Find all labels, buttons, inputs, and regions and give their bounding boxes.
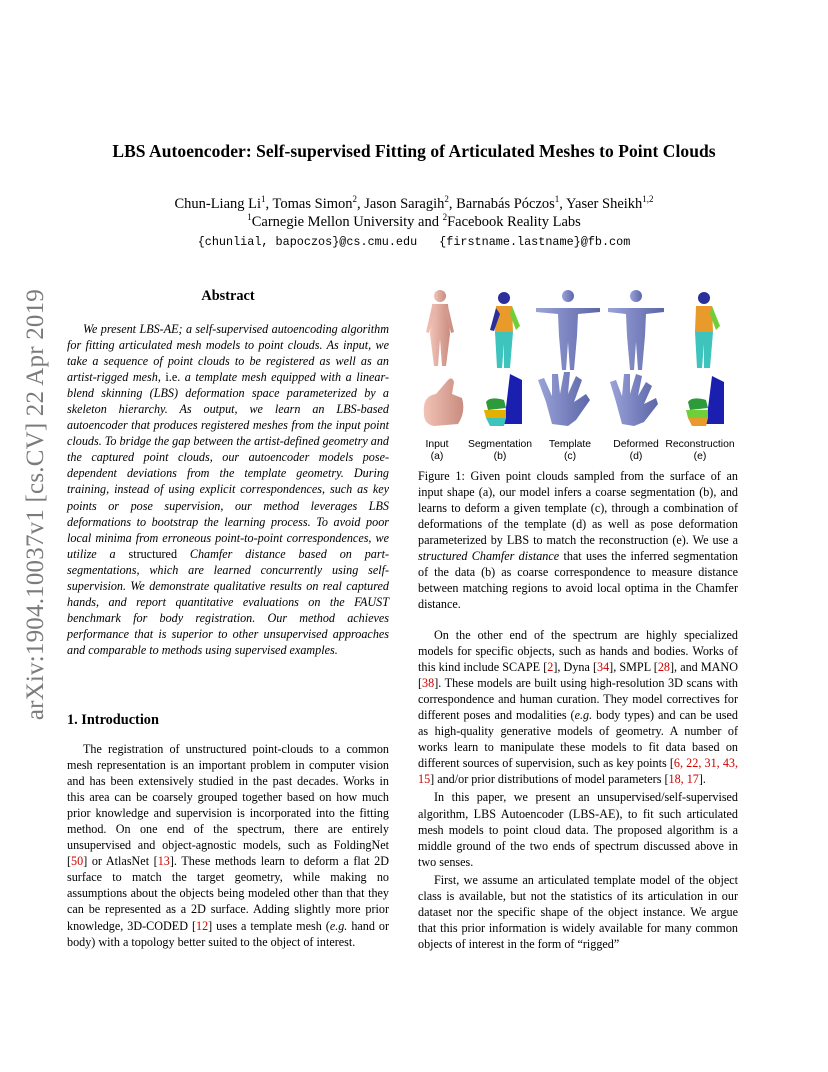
author-emails	[0, 235, 828, 249]
introduction-text: The registration of unstructured point-clouds to a common mesh representation is an important problem in computer vision and has been extensively studied in the past decades. Works in this area can be coarsely grouped together based on how much prior knowledge and supervision is incorporated into the fitting method. On one end of the spectrum, there are entirely unsupervised and object-agnostic models, such as FoldingNet [50] or AtlasNet [13]. These methods learn to deform a flat 2D surface to match the target geometry, while making no assumptions about the objects being modeled other than that they can be represented as a 2D surface. Adding slightly more prior knowledge, 3D-CODED [12] uses a template mesh (e.g. hand or body) with a topology better suited to the object of interest.	[67, 742, 389, 949]
input-hand-icon	[424, 378, 464, 426]
citation-link[interactable]: 18, 17	[668, 772, 699, 787]
author-name: Tomas Simon	[272, 196, 353, 212]
paragraph: First, we assume an articulated template model of the object class is available, but not the statistics of its articulation in our dataset nor the specific shape of the object instance. We argue that this prior information is widely available for many common objects of interest in the form of “rigged”	[418, 872, 738, 951]
paper-title: LBS Autoencoder: Self-supervised Fitting of Articulated Meshes to Point Clouds	[112, 141, 716, 161]
right-column-text	[418, 627, 738, 952]
affiliation-sup: 1	[247, 212, 252, 222]
citation-link[interactable]: 6, 22, 31, 43, 15	[418, 756, 738, 787]
figure-label-reconstruction: Reconstruction (e)	[665, 439, 735, 462]
citation-link[interactable]: 28	[657, 660, 670, 675]
institution: Facebook Reality Labs	[447, 214, 581, 230]
institution: Carnegie Mellon University and	[251, 214, 443, 230]
author-name: Barnabás Póczos	[456, 196, 555, 212]
segmentation-body-icon	[490, 292, 520, 368]
author-list: Chun-Liang Li$^1$, Tomas Simon$^2$, Jason Saragih$^2$, Barnabás Póczos$^1$, Yaser Sheikh$^{1,2}$	[174, 194, 654, 212]
affiliations	[0, 214, 828, 231]
figure-label-segmentation: Segmentation (b)	[467, 439, 533, 462]
reconstruction-body-icon	[695, 292, 720, 368]
abstract-text: We present LBS-AE; a self-supervised autoencoding algorithm for fitting articulated mesh models to point clouds. As input, we take a sequence of point clouds to be registered as well as an artist-rigged mesh, i.e. a template mesh equipped with a linear-blend skinning (LBS) deformation space parameterized by a skeleton hierarchy. As output, we learn an LBS-based autoencoder that produces registered meshes from the input point clouds. To bridge the gap between the artist-defined geometry and the captured point clouds, our autoencoder models pose-dependent deviations from the template geometry. During training, instead of using explicit correspondences, such as key points or pose supervision, our method leverages LBS deformations to bootstrap the learning process. To avoid poor local minima from erroneous point-to-point correspondences, we utilize a structured Chamfer distance based on part-segmentations, which are learned concurrently using self-supervision. We demonstrate qualitative results on real captured hands, and report quantitative evaluations on the FAUST benchmark for body registration. Our method achieves performance that is superior to other unsupervised approaches and comparable to methods using supervised examples.	[67, 322, 389, 657]
input-body-icon	[426, 290, 454, 366]
affiliation-sup: 1	[261, 194, 266, 204]
affiliation-sup: 2	[352, 194, 357, 204]
figure-label-template: Template (c)	[548, 439, 592, 462]
figure-1-image	[418, 284, 738, 434]
section-heading-introduction: 1. Introduction	[67, 712, 159, 728]
author-name: Jason Saragih	[364, 196, 445, 212]
arxiv-stamp: arXiv:1904.10037v1 [cs.CV] 22 Apr 2019	[22, 289, 49, 721]
citation-link[interactable]: 12	[196, 918, 209, 933]
segmentation-hand-icon	[484, 374, 522, 426]
citation-link[interactable]: 34	[597, 660, 610, 675]
affiliation-sup: 2	[442, 212, 448, 222]
citation-link[interactable]: 38	[422, 676, 435, 691]
deformed-hand-icon	[610, 374, 658, 426]
paragraph: On the other end of the spectrum are highly specialized models for specific objects, such as hands and bodies. Works of this kind include SCAPE [2], Dyna [34], SMPL [28], and MANO [38]. These models are built using high-resolution 3D scans with correspondence and human curation. They model correctives for different poses and modalities (e.g. body types) and can be used as high-quality generative models of geometry. A number of works learn to manipulate these models to fit data based on different sources of supervision, such as key points [6, 22, 31, 43, 15] and/or prior distributions of model parameters [18, 17].	[418, 628, 738, 787]
template-hand-icon	[538, 372, 590, 426]
paragraph: In this paper, we present an unsupervised/self-supervised algorithm, LBS Autoencoder (LBS-AE), to fit such articulated mesh models to point cloud data. The proposed algorithm is a middle ground of the two ends of spectrum discussed above in two senses.	[418, 790, 738, 869]
email: {firstname.lastname}@fb.com	[439, 235, 631, 249]
email: {chunlial, bapoczos}@cs.cmu.edu	[197, 235, 418, 249]
author-name: Yaser Sheikh	[566, 196, 643, 212]
figure-1-caption: Figure 1: Given point clouds sampled from the surface of an input shape (a), our model infers a coarse segmentation (b), and learns to deform a given template (c), through a combination of deformations of the template (d) as well as pose deformation parameterized by LBS to match the reconstruction (e). We use a structured Chamfer distance that uses the inferred segmentation of the data (b) as coarse correspondence to measure distance between matching regions to avoid local optima in the Chamfer distance.	[418, 469, 738, 612]
citation-link[interactable]: 13	[157, 854, 170, 869]
affiliation-sup: 1,2	[642, 194, 654, 204]
figure-label-input: Input (a)	[425, 439, 449, 462]
author-name: Chun-Liang Li	[174, 196, 262, 212]
deformed-body-icon	[608, 290, 664, 370]
abstract-heading: Abstract	[201, 288, 255, 304]
affiliation-sup: 1	[554, 194, 560, 204]
figure-1	[418, 284, 738, 466]
affiliation-sup: 2	[444, 194, 449, 204]
figure-label-deformed: Deformed (d)	[613, 439, 659, 462]
reconstruction-hand-icon	[686, 376, 724, 426]
template-body-icon	[536, 290, 600, 370]
citation-link[interactable]: 50	[71, 854, 84, 869]
citation-link[interactable]: 2	[547, 660, 554, 675]
